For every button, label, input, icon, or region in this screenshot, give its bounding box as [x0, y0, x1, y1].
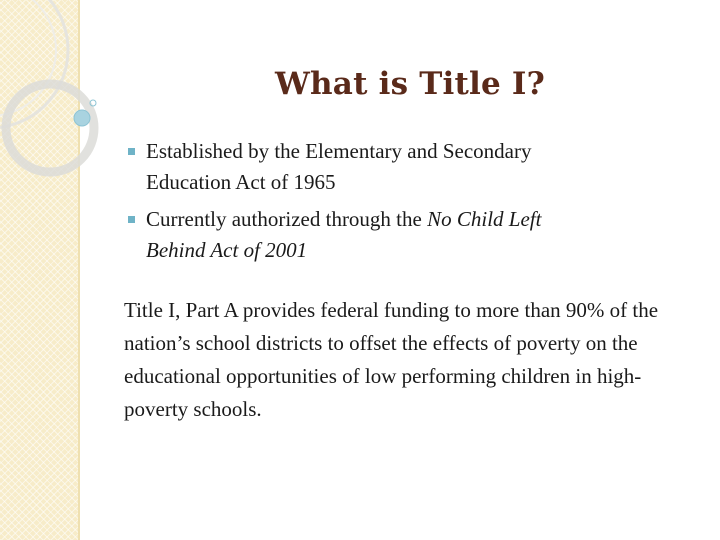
square-bullet-icon: [128, 148, 135, 155]
square-bullet-icon: [128, 216, 135, 223]
bullet-text: Established by the Elementary and Secondary Education Act of 1965: [146, 139, 532, 194]
bullet-item: [124, 136, 564, 198]
slide-title: What is Title I?: [275, 66, 545, 102]
bullet-text: Currently authorized through the: [146, 207, 428, 231]
concentric-circles-decoration: [0, 0, 140, 200]
body-paragraph: Title I, Part A provides federal funding to more than 90% of the nation’s school districts to offset the effects of poverty on the educational opportunities of low performing children in high-poverty schools.: [124, 298, 659, 421]
bullet-item: [124, 204, 564, 266]
bullet-italic-text: No Child Left Behind Act of 2001: [146, 207, 542, 262]
bullet-list: [124, 136, 564, 272]
